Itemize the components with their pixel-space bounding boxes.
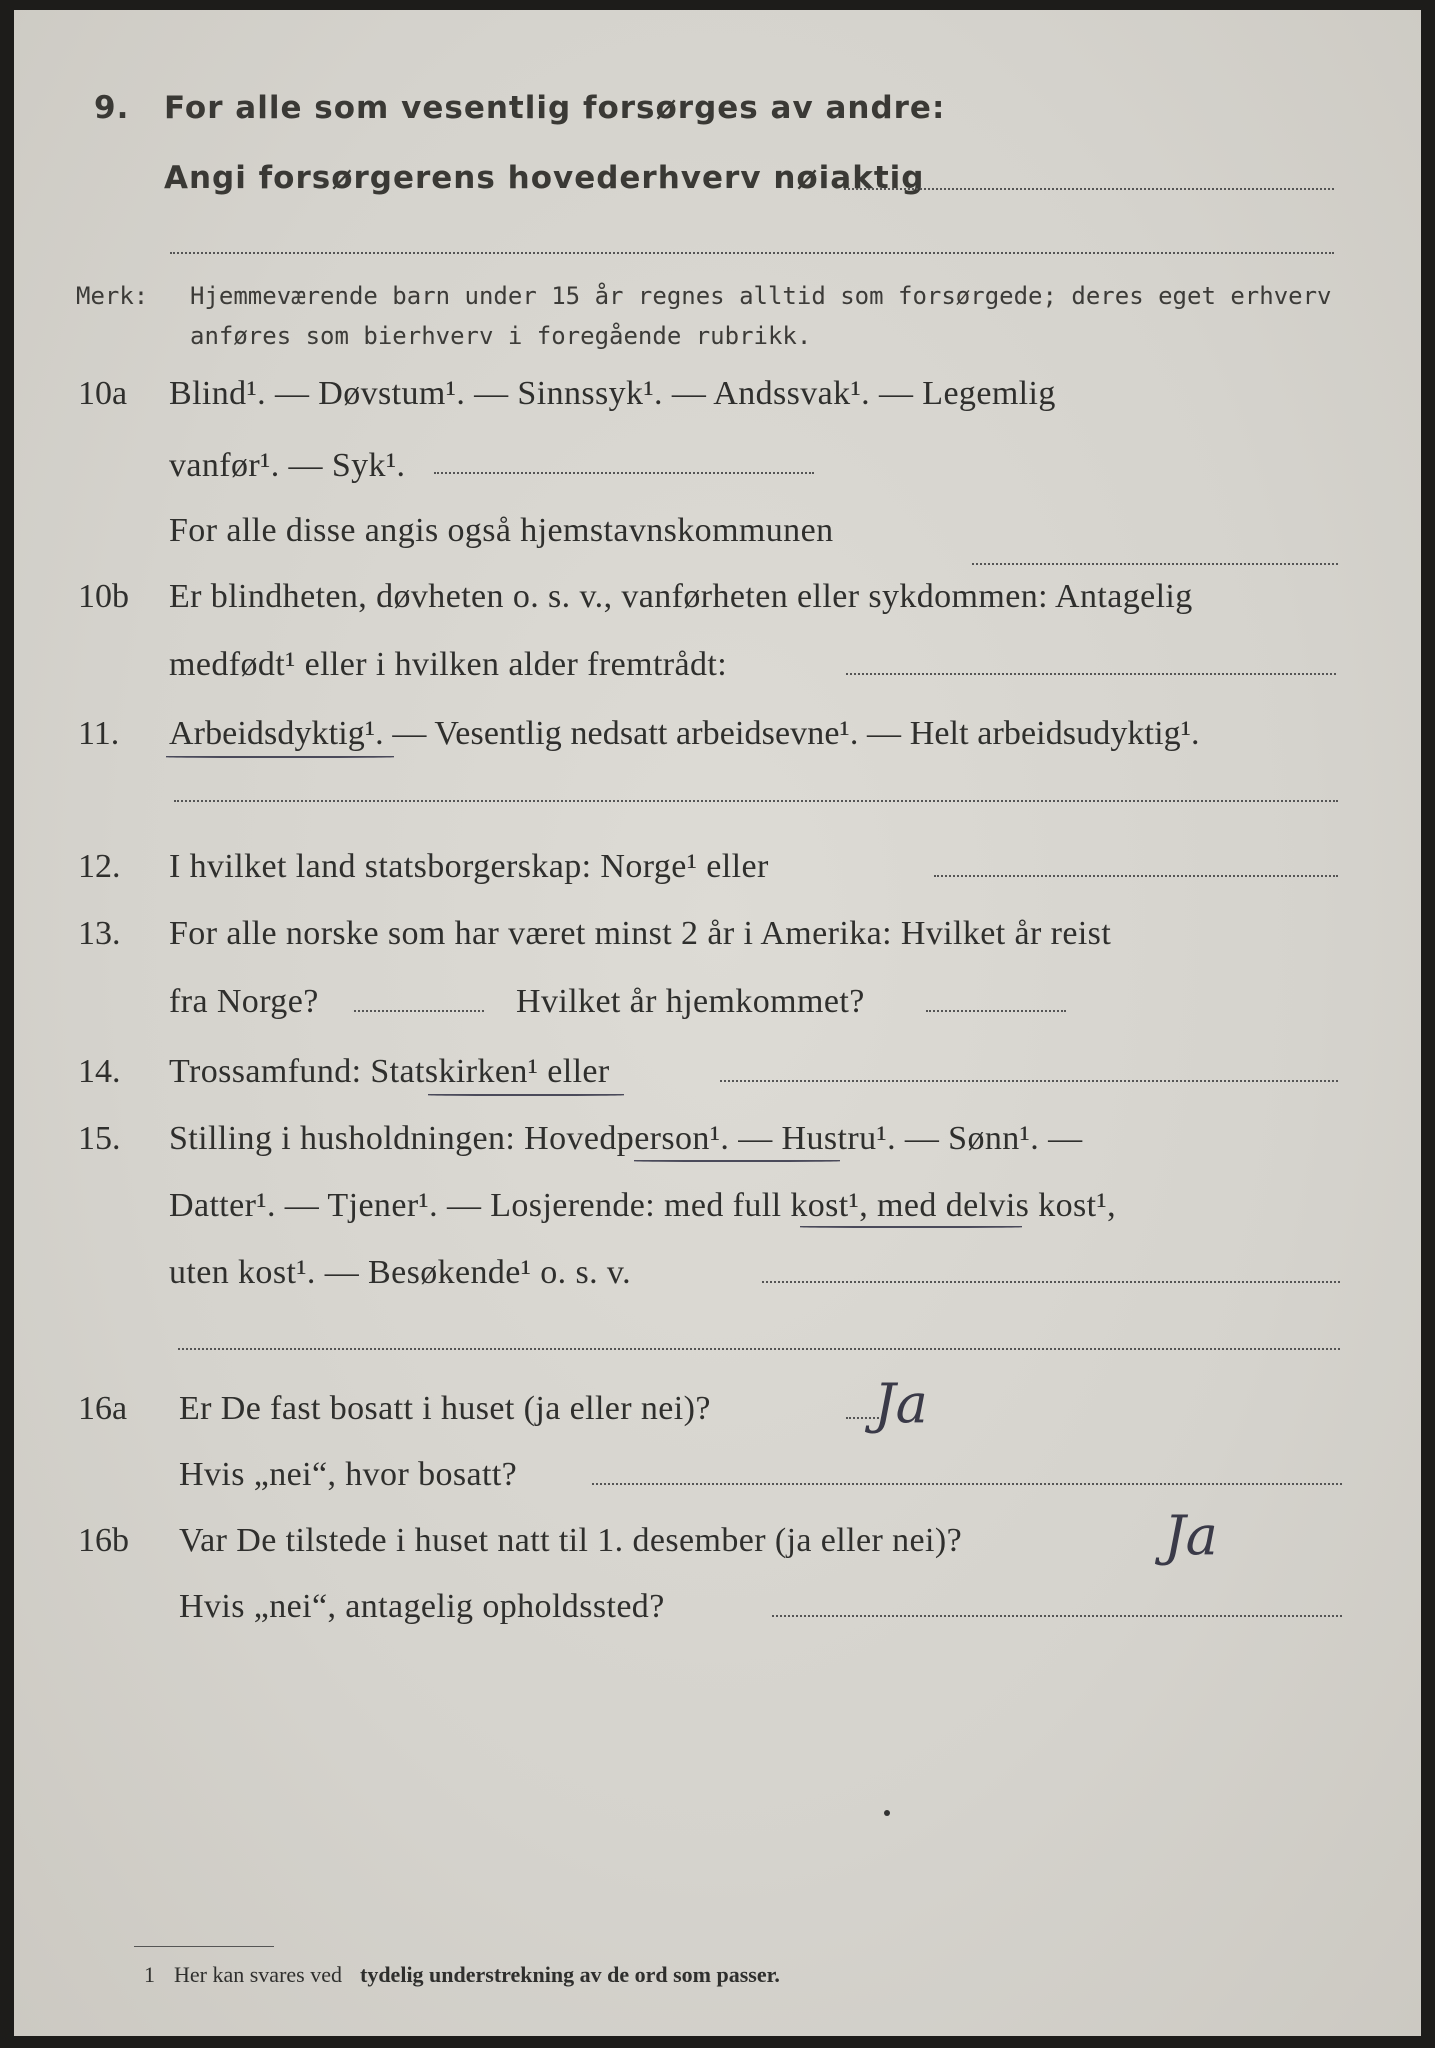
q15-line3: uten kost¹. — Besøkende¹ o. s. v.: [169, 1254, 632, 1291]
q13-reist-field[interactable]: [354, 1010, 484, 1012]
q16b-line1: Var De tilstede i huset natt til 1. desember (ja eller nei)?: [179, 1522, 963, 1559]
q15-line1: Stilling i husholdningen: Hovedperson¹. — Hustru¹. — Sønn¹. —: [169, 1120, 1083, 1157]
q10a-syk-field[interactable]: [434, 472, 814, 474]
q10a-hjemstavn-field[interactable]: [972, 563, 1338, 565]
q13-number: 13.: [78, 915, 121, 952]
merk-label: Merk:: [76, 282, 149, 310]
q14-underline-statskirken: [428, 1094, 624, 1096]
q12-answer-field[interactable]: [934, 875, 1338, 877]
q10a-line3: For alle disse angis også hjemstavnskommunen: [169, 512, 834, 549]
q16a-answer[interactable]: Ja: [874, 1372, 928, 1435]
merk-line1: Hjemmeværende barn under 15 år regnes alltid som forsørgede; deres eget erhverv: [190, 282, 1332, 310]
q13-hjemkommet-field[interactable]: [926, 1010, 1066, 1012]
q10b-line1: Er blindheten, døvheten o. s. v., vanførheten eller sykdommen: Antagelig: [169, 578, 1193, 615]
q16a-bosatt-field[interactable]: [592, 1483, 1342, 1485]
q12-line1: I hvilket land statsborgerskap: Norge¹ eller: [169, 848, 769, 885]
q9-answer-field[interactable]: [844, 188, 1334, 190]
q16b-number: 16b: [78, 1522, 129, 1559]
q10b-answer-field[interactable]: [846, 673, 1336, 675]
q11-number: 11.: [78, 715, 120, 752]
q15-underline-hovedperson: [634, 1160, 840, 1162]
q15-answer-field-2[interactable]: [178, 1348, 1340, 1350]
q16b-line2: Hvis „nei“, antagelig opholdssted?: [179, 1588, 665, 1625]
q13-line2b: Hvilket år hjemkommet?: [516, 983, 865, 1020]
q9-line1: For alle som vesentlig forsørges av andre:: [164, 90, 946, 126]
q16b-opholdssted-field[interactable]: [772, 1615, 1342, 1617]
q15-answer-field[interactable]: [762, 1281, 1340, 1283]
q11-underline-arbeidsdyktig: [166, 756, 394, 758]
footnote-text-b: tydelig understrekning av de ord som passer.: [360, 1962, 780, 1987]
q10a-line2: vanfør¹. — Syk¹.: [169, 447, 406, 484]
q16a-line1: Er De fast bosatt i huset (ja eller nei)?: [179, 1390, 711, 1427]
q15-underline-med-full-kost: [800, 1226, 1022, 1228]
q13-line1: For alle norske som har været minst 2 år i Amerika: Hvilket år reist: [169, 915, 1112, 952]
q15-line2: Datter¹. — Tjener¹. — Losjerende: med full kost¹, med delvis kost¹,: [169, 1187, 1116, 1224]
q12-number: 12.: [78, 848, 121, 885]
q11-line1: Arbeidsdyktig¹. — Vesentlig nedsatt arbeidsevne¹. — Helt arbeidsudyktig¹.: [169, 715, 1200, 752]
q15-number: 15.: [78, 1120, 121, 1157]
q16a-number: 16a: [78, 1390, 128, 1427]
census-form-page: [14, 10, 1421, 2036]
q10b-number: 10b: [78, 578, 129, 615]
q9-number: 9.: [94, 90, 130, 126]
footnote-mark: 1: [144, 1962, 155, 1987]
footnote-rule: [134, 1946, 274, 1947]
merk-line2: anføres som bierhverv i foregående rubrikk.: [190, 322, 812, 350]
q14-line1: Trossamfund: Statskirken¹ eller: [169, 1053, 610, 1090]
footnote-text-a: Her kan svares ved: [174, 1962, 342, 1987]
q16a-line2: Hvis „nei“, hvor bosatt?: [179, 1456, 518, 1493]
q14-number: 14.: [78, 1053, 121, 1090]
q9-line2: Angi forsørgerens hovederhverv nøiaktig: [164, 160, 925, 196]
q10b-line2: medfødt¹ eller i hvilken alder fremtrådt:: [169, 646, 728, 683]
ink-speck: [884, 1810, 890, 1816]
q16b-answer[interactable]: Ja: [1164, 1504, 1218, 1567]
q11-answer-field[interactable]: [174, 800, 1338, 802]
q9-answer-field-2[interactable]: [170, 252, 1334, 254]
q13-line2a: fra Norge?: [169, 983, 319, 1020]
q14-answer-field[interactable]: [720, 1080, 1338, 1082]
q10a-number: 10a: [78, 375, 128, 412]
q10a-line1: Blind¹. — Døvstum¹. — Sinnssyk¹. — Andssvak¹. — Legemlig: [169, 375, 1056, 412]
